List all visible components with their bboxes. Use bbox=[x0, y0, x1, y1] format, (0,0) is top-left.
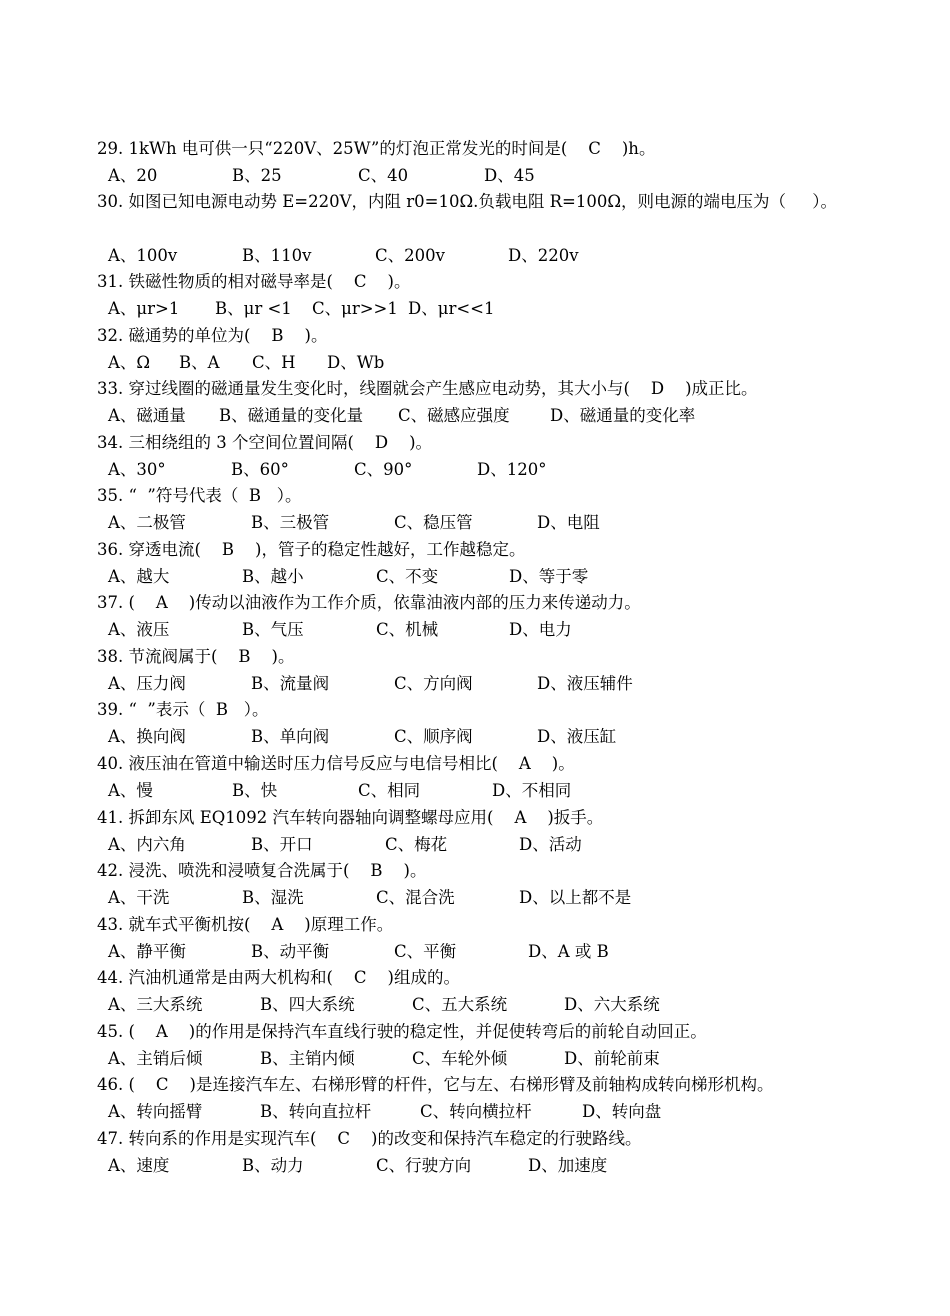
option-d: D、磁通量的变化率 bbox=[550, 406, 696, 425]
option-d: D、A 或 B bbox=[528, 942, 609, 961]
option-c: C、相同 bbox=[358, 781, 421, 800]
option-d: D、液压缸 bbox=[537, 727, 617, 746]
option-d: D、前轮前束 bbox=[564, 1049, 660, 1068]
option-a: A、内六角 bbox=[108, 835, 186, 854]
option-c: C、五大系统 bbox=[412, 995, 508, 1014]
option-c: C、40 bbox=[358, 166, 409, 185]
option-b: B、气压 bbox=[242, 620, 304, 639]
option-a: A、三大系统 bbox=[108, 995, 203, 1014]
option-a: A、磁通量 bbox=[108, 406, 186, 425]
option-a: A、100v bbox=[108, 246, 178, 265]
option-c: C、行驶方向 bbox=[376, 1156, 472, 1175]
question-30: 30. 如图已知电源电动势 E=220V，内阻 r0=10Ω.负载电阻 R=100Ω，则电源的端电压为（ ）。 bbox=[97, 192, 838, 211]
option-b: B、湿洗 bbox=[242, 888, 304, 907]
option-a: A、静平衡 bbox=[108, 942, 186, 961]
option-a: A、压力阀 bbox=[108, 674, 186, 693]
option-a: A、μr>1 bbox=[108, 299, 180, 318]
option-a: A、二极管 bbox=[108, 513, 186, 532]
question-47: 47. 转向系的作用是实现汽车( C )的改变和保持汽车稳定的行驶路线。 bbox=[97, 1129, 642, 1148]
question-33: 33. 穿过线圈的磁通量发生变化时，线圈就会产生感应电动势，其大小与( D )成正比。 bbox=[97, 379, 758, 398]
option-b: B、单向阀 bbox=[251, 727, 330, 746]
option-b: B、磁通量的变化量 bbox=[219, 406, 364, 425]
option-d: D、以上都不是 bbox=[519, 888, 632, 907]
option-d: D、μr<<1 bbox=[408, 299, 495, 318]
question-37: 37. ( A )传动以油液作为工作介质，依靠油液内部的压力来传递动力。 bbox=[97, 593, 641, 612]
option-b: B、越小 bbox=[242, 567, 304, 586]
option-a: A、转向摇臂 bbox=[108, 1102, 203, 1121]
option-d: D、活动 bbox=[519, 835, 582, 854]
option-c: C、车轮外倾 bbox=[412, 1049, 508, 1068]
option-c: C、方向阀 bbox=[394, 674, 473, 693]
option-b: B、快 bbox=[232, 781, 278, 800]
option-c: C、不变 bbox=[376, 567, 439, 586]
question-45: 45. ( A )的作用是保持汽车直线行驶的稳定性，并促使转弯后的前轮自动回正。 bbox=[97, 1022, 707, 1041]
option-d: D、液压辅件 bbox=[537, 674, 633, 693]
option-d: D、45 bbox=[484, 166, 535, 185]
question-40: 40. 液压油在管道中输送时压力信号反应与电信号相比( A )。 bbox=[97, 754, 575, 773]
question-34: 34. 三相绕组的 3 个空间位置间隔( D )。 bbox=[97, 433, 433, 452]
option-b: B、流量阀 bbox=[251, 674, 330, 693]
option-b: B、A bbox=[179, 353, 220, 372]
option-d: D、加速度 bbox=[528, 1156, 608, 1175]
option-c: C、平衡 bbox=[394, 942, 457, 961]
option-b: B、动平衡 bbox=[251, 942, 330, 961]
option-a: A、20 bbox=[108, 166, 158, 185]
option-a: A、30° bbox=[108, 460, 166, 479]
option-a: A、液压 bbox=[108, 620, 170, 639]
question-36: 36. 穿透电流( B )，管子的稳定性越好，工作越稳定。 bbox=[97, 540, 526, 559]
question-41: 41. 拆卸东风 EQ1092 汽车转向器轴向调整螺母应用( A )扳手。 bbox=[97, 808, 604, 827]
question-31: 31. 铁磁性物质的相对磁导率是( C )。 bbox=[97, 272, 411, 291]
option-c: C、混合洗 bbox=[376, 888, 455, 907]
option-c: C、稳压管 bbox=[394, 513, 473, 532]
option-c: C、H bbox=[252, 353, 296, 372]
option-c: C、机械 bbox=[376, 620, 439, 639]
option-d: D、220v bbox=[508, 246, 579, 265]
option-a: A、越大 bbox=[108, 567, 170, 586]
question-39: 39. “ ”表示（ B ）。 bbox=[97, 700, 269, 719]
option-d: D、转向盘 bbox=[582, 1102, 662, 1121]
option-a: A、主销后倾 bbox=[108, 1049, 203, 1068]
question-44: 44. 汽油机通常是由两大机构和( C )组成的。 bbox=[97, 968, 460, 987]
question-43: 43. 就车式平衡机按( A )原理工作。 bbox=[97, 915, 394, 934]
option-c: C、顺序阀 bbox=[394, 727, 473, 746]
option-b: B、四大系统 bbox=[260, 995, 355, 1014]
option-c: C、200v bbox=[375, 246, 445, 265]
option-b: B、μr <1 bbox=[215, 299, 292, 318]
option-a: A、Ω bbox=[108, 353, 151, 372]
option-d: D、电力 bbox=[509, 620, 572, 639]
option-b: B、60° bbox=[231, 460, 289, 479]
option-a: A、换向阀 bbox=[108, 727, 186, 746]
option-c: C、转向横拉杆 bbox=[420, 1102, 532, 1121]
option-d: D、120° bbox=[477, 460, 547, 479]
option-a: A、速度 bbox=[108, 1156, 170, 1175]
option-b: B、主销内倾 bbox=[260, 1049, 355, 1068]
question-42: 42. 浸洗、喷洗和浸喷复合洗属于( B )。 bbox=[97, 861, 427, 880]
option-b: B、开口 bbox=[251, 835, 313, 854]
question-38: 38. 节流阀属于( B )。 bbox=[97, 647, 295, 666]
option-a: A、干洗 bbox=[108, 888, 170, 907]
option-d: D、Wb bbox=[327, 353, 385, 372]
option-c: C、90° bbox=[354, 460, 413, 479]
option-c: C、磁感应强度 bbox=[398, 406, 510, 425]
option-c: C、μr>>1 bbox=[312, 299, 398, 318]
option-c: C、梅花 bbox=[385, 835, 448, 854]
option-d: D、等于零 bbox=[509, 567, 589, 586]
question-29: 29. 1kWh 电可供一只“220V、25W”的灯泡正常发光的时间是( C )h。 bbox=[97, 139, 656, 158]
option-b: B、25 bbox=[232, 166, 282, 185]
option-b: B、三极管 bbox=[251, 513, 330, 532]
option-b: B、转向直拉杆 bbox=[260, 1102, 372, 1121]
option-d: D、电阻 bbox=[537, 513, 600, 532]
option-d: D、六大系统 bbox=[564, 995, 660, 1014]
question-32: 32. 磁通势的单位为( B )。 bbox=[97, 326, 328, 345]
question-35: 35. “ ”符号代表（ B ）。 bbox=[97, 486, 302, 505]
option-d: D、不相同 bbox=[492, 781, 572, 800]
option-a: A、慢 bbox=[108, 781, 153, 800]
option-b: B、动力 bbox=[242, 1156, 304, 1175]
option-b: B、110v bbox=[242, 246, 312, 265]
question-46: 46. ( C )是连接汽车左、右梯形臂的杆件，它与左、右梯形臂及前轴构成转向梯形机构。 bbox=[97, 1075, 774, 1094]
